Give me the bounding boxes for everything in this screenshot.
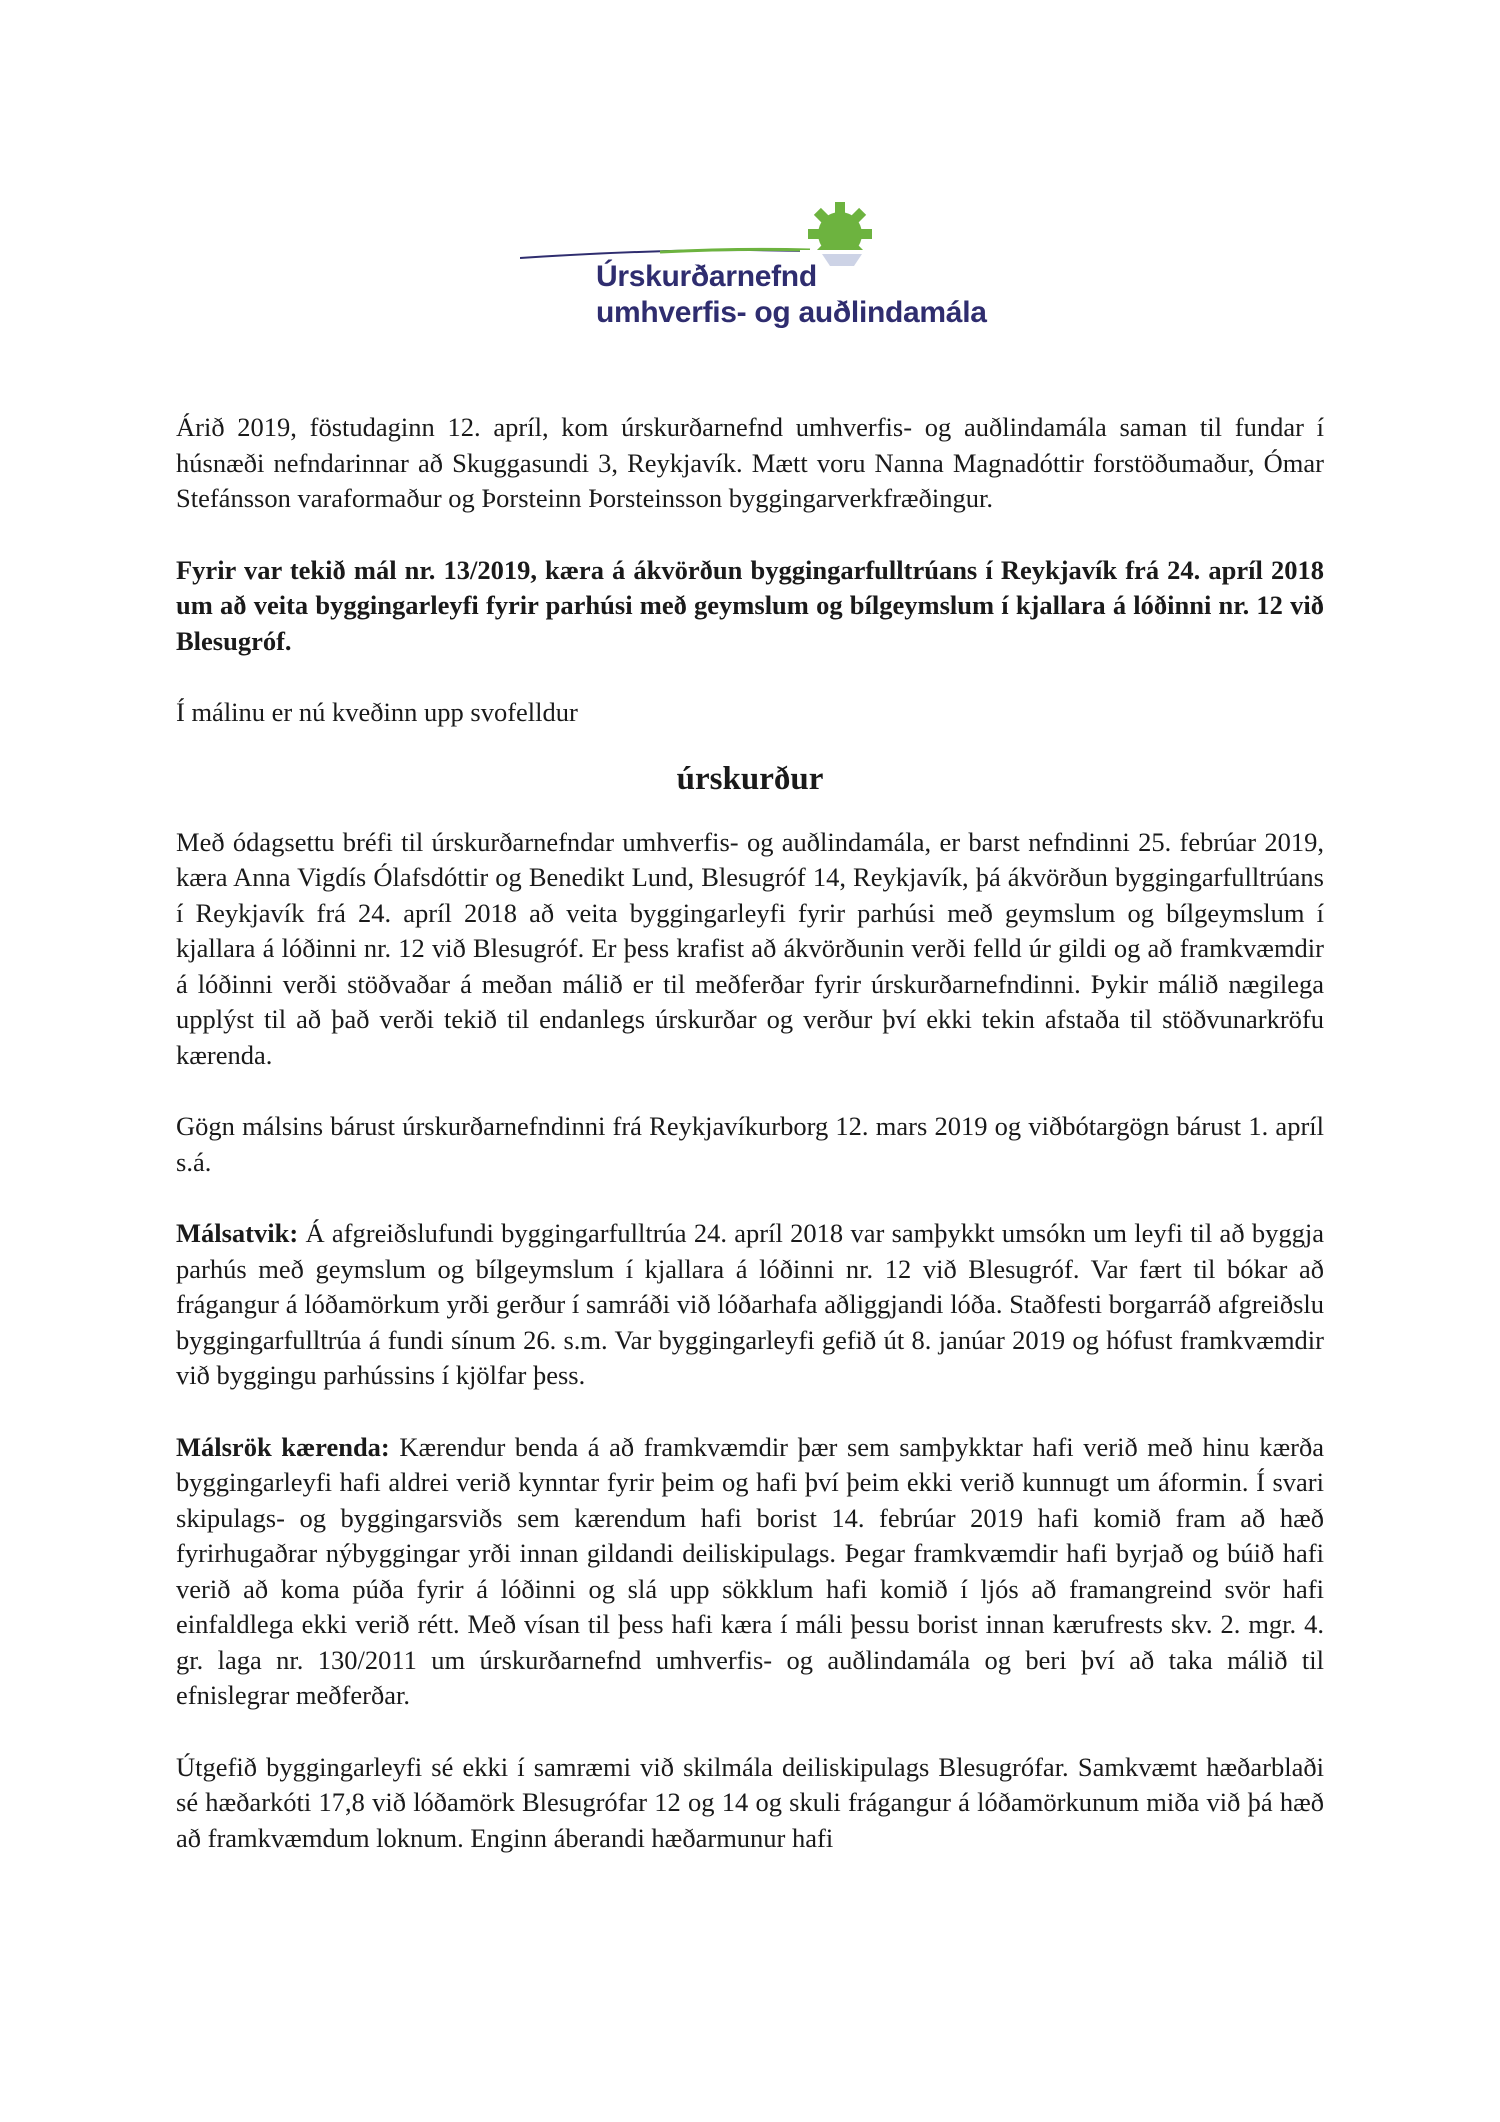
paragraph-3: Útgefið byggingarleyfi sé ekki í samræmi við skilmála deiliskipulags Blesugrófar. Samkvæmt hæðarblaði sé hæðarkóti 17,8 við lóðamörk Blesugrófar 12 og 14 og skuli frágangur á lóðamörkunum miða við þá hæð að framkvæmdum loknum. Enginn áberandi hæðarmunur hafi — [176, 1751, 1324, 1853]
document-body — [176, 410, 1324, 1856]
case-title: Fyrir var tekið mál nr. 13/2019, kæra á ákvörðun byggingarfulltrúans í Reykjavík frá 24. apríl 2018 um að veita byggingarleyfi fyrir parhúsi með geymslum og bílgeymslum í kjallara á lóðinni nr. 12 við Blesugróf. — [176, 554, 1324, 656]
facts-text: Á afgreiðslufundi byggingarfulltrúa 24. apríl 2018 var samþykkt umsókn um leyfi til að byggja parhús með geymslum og bílgeymslum í kjallara á lóðinni nr. 12 við Blesugróf. Var fært til bókar að frágangur á lóðamörkum yrði gerður í samráði við lóðarhafa aðliggjandi lóða. Staðfesti borgarráð afgreiðslu byggingarfulltrúa á fundi sínum 26. s.m. Var byggingarleyfi gefið út 8. janúar 2019 og hófust framkvæmdir við byggingu parhússins í kjölfar þess. — [176, 1218, 1324, 1390]
arguments-text: Kærendur benda á að framkvæmdir þær sem samþykktar hafi verið með hinu kærða byggingarleyfi hafi aldrei verið kynntar fyrir þeim og hafi því þeim ekki verið kunnugt um áformin. Í svari skipulags- og byggingarsviðs sem kærendum hafi borist 14. febrúar 2019 hafi komið fram að hæð fyrirhugaðrar nýbyggingar yrði innan gildandi deiliskipulags. Þegar framkvæmdir hafi byrjað og búið hafi verið að koma púða fyrir á lóðinni og slá upp sökklum hafi komið í ljós að framangreind svör hafi einfaldlega ekki verið rétt. Með vísan til þess hafi kæra í máli þessu borist innan kærufrests skv. 2. mgr. 4. gr. laga nr. 130/2011 um úrskurðarnefnd umhverfis- og auðlindamála og beri því að taka málið til efnislegrar meðferðar. — [176, 1431, 1324, 1710]
logo-name-line1: Úrskurðarnefnd — [596, 260, 817, 293]
intro-paragraph: Árið 2019, föstudaginn 12. apríl, kom úrskurðarnefnd umhverfis- og auðlindamála saman til fundar í húsnæði nefndarinnar að Skuggasundi 3, Reykjavík. Mætt voru Nanna Magnadóttir forstöðumaður, Ómar Stefánsson varaformaður og Þorsteinn Þorsteinsson byggingarverkfræðingur. — [176, 412, 1324, 513]
ruling-heading: úrskurður — [676, 760, 824, 797]
logo — [520, 200, 987, 340]
arguments-paragraph — [176, 1430, 1324, 1714]
paragraph-1: Með ódagsettu bréfi til úrskurðarnefndar umhverfis- og auðlindamála, er barst nefndinni 25. febrúar 2019, kæra Anna Vigdís Ólafsdóttir og Benedikt Lund, Blesugróf 14, Reykjavík, þá ákvörðun byggingarfulltrúans í Reykjavík frá 24. apríl 2018 að veita byggingarleyfi fyrir parhúsi með geymslum og bílgeymslum í kjallara á lóðinni nr. 12 við Blesugróf. Er þess krafist að ákvörðunin verði felld úr gildi og að framkvæmdir á lóðinni verði stöðvaðar á meðan málið er til meðferðar fyrir úrskurðarnefndinni. Þykir málið nægilega upplýst til að það verði tekið til endanlegs úrskurðar og verður því ekki tekin afstaða til stöðvunarkröfu kærenda. — [176, 826, 1324, 1070]
facts-label: Málsatvik: — [176, 1218, 299, 1248]
logo-name-line2: umhverfis- og auðlindamála — [596, 296, 987, 329]
arguments-label: Málsrök kærenda: — [176, 1431, 390, 1462]
pronounce-line: Í málinu er nú kveðinn upp svofelldur — [176, 697, 578, 727]
paragraph-2: Gögn málsins bárust úrskurðarnefndinni frá Reykjavíkurborg 12. mars 2019 og viðbótargögn bárust 1. apríl s.á. — [176, 1111, 1324, 1177]
facts-paragraph — [176, 1216, 1324, 1394]
